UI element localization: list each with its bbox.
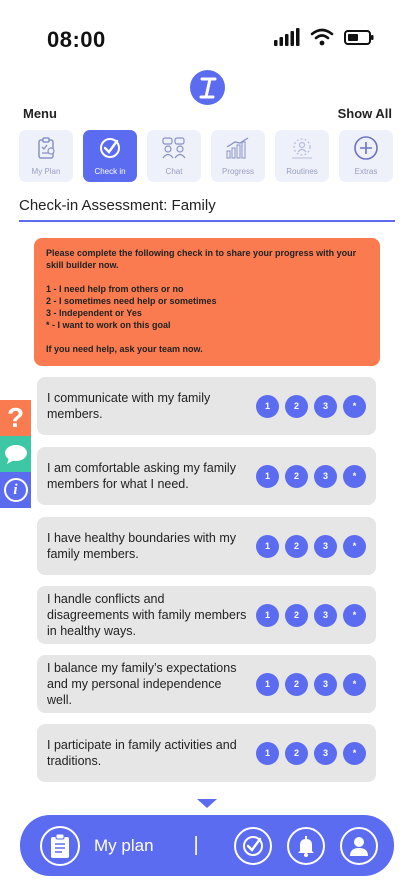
- nav-my-plan[interactable]: [19, 130, 73, 182]
- plus-circle-icon: [353, 136, 379, 160]
- answer-2-button[interactable]: 2: [285, 604, 308, 627]
- answer-1-button[interactable]: 1: [256, 465, 279, 488]
- question-text: I handle conflicts and disagreements with family members in healthy ways.: [47, 592, 247, 638]
- instructions-box: [34, 238, 380, 366]
- wifi-icon: [310, 28, 334, 46]
- battery-icon: [344, 30, 374, 45]
- instructions-intro: Please complete the following check in to share your progress with your skill builder now.: [46, 248, 357, 270]
- answer-1-button[interactable]: 1: [256, 604, 279, 627]
- info-i-logo-icon: [198, 76, 218, 100]
- nav-label: Extras: [354, 167, 378, 176]
- answer-options: [256, 465, 366, 488]
- info-icon: [4, 478, 28, 502]
- check-circle-icon: [97, 136, 123, 160]
- nav-label: Chat: [165, 167, 183, 176]
- question-card: [37, 447, 376, 505]
- answer-goal-button[interactable]: *: [343, 465, 366, 488]
- answer-goal-button[interactable]: *: [343, 742, 366, 765]
- status-bar: [0, 0, 414, 80]
- answer-2-button[interactable]: 2: [285, 535, 308, 558]
- nav-label: Routines: [286, 167, 318, 176]
- question-text: I participate in family activities and traditions.: [47, 738, 237, 768]
- user-icon: [349, 835, 369, 857]
- answer-2-button[interactable]: 2: [285, 742, 308, 765]
- scale-line: 1 - I need help from others or no: [46, 284, 184, 294]
- answer-2-button[interactable]: 2: [285, 465, 308, 488]
- answer-goal-button[interactable]: *: [343, 604, 366, 627]
- chat-tab[interactable]: [0, 436, 31, 472]
- question-text: I have healthy boundaries with my family members.: [47, 531, 236, 561]
- question-card: [37, 655, 376, 713]
- info-letter: i: [13, 481, 18, 498]
- scale-line: 3 - Independent or Yes: [46, 308, 142, 318]
- notifications-button[interactable]: [287, 827, 325, 865]
- answer-goal-button[interactable]: *: [343, 395, 366, 418]
- answer-options: [256, 395, 366, 418]
- nav-chat[interactable]: [147, 130, 201, 182]
- answer-goal-button[interactable]: *: [343, 673, 366, 696]
- answer-3-button[interactable]: 3: [314, 604, 337, 627]
- app-logo: [190, 70, 225, 105]
- help-tab[interactable]: [0, 400, 31, 436]
- answer-3-button[interactable]: 3: [314, 395, 337, 418]
- answer-1-button[interactable]: 1: [256, 742, 279, 765]
- answer-options: [256, 604, 366, 627]
- answer-options: [256, 673, 366, 696]
- my-plan-button[interactable]: [40, 826, 80, 866]
- clipboard-icon: [33, 136, 59, 160]
- bottom-bar-actions: [234, 827, 378, 865]
- signal-icon: [274, 28, 300, 46]
- question-card: [37, 586, 376, 644]
- bottom-bar-divider: |: [193, 834, 199, 856]
- question-card: [37, 377, 376, 435]
- bell-icon: [296, 835, 316, 857]
- nav-check-in[interactable]: [83, 130, 137, 182]
- routines-icon: [289, 136, 315, 160]
- clock-time: 08:00: [47, 27, 106, 52]
- answer-2-button[interactable]: 2: [285, 395, 308, 418]
- speech-bubble-icon: [3, 443, 29, 465]
- chat-people-icon: [161, 136, 187, 160]
- nav-routines[interactable]: [275, 130, 329, 182]
- scale-line: * - I want to work on this goal: [46, 320, 171, 330]
- side-tabs: [0, 400, 31, 508]
- answer-options: [256, 742, 366, 765]
- check-circle-icon: [241, 834, 265, 858]
- answer-3-button[interactable]: 3: [314, 742, 337, 765]
- info-tab[interactable]: [0, 472, 31, 508]
- answer-3-button[interactable]: 3: [314, 465, 337, 488]
- page-title: Check-in Assessment: Family: [19, 197, 395, 222]
- bottom-bar: [20, 815, 394, 876]
- nav-label: My Plan: [31, 167, 61, 176]
- nav-label: Check in: [94, 167, 126, 176]
- answer-options: [256, 535, 366, 558]
- my-plan-label[interactable]: My plan: [94, 835, 154, 855]
- answer-3-button[interactable]: 3: [314, 673, 337, 696]
- scale-line: 2 - I sometimes need help or sometimes: [46, 296, 217, 306]
- menu-label: Menu: [23, 106, 57, 121]
- answer-1-button[interactable]: 1: [256, 535, 279, 558]
- question-mark-icon: ?: [6, 402, 25, 433]
- answer-1-button[interactable]: 1: [256, 395, 279, 418]
- clipboard-icon: [49, 833, 71, 859]
- answer-3-button[interactable]: 3: [314, 535, 337, 558]
- scroll-down-arrow-icon[interactable]: [197, 799, 217, 808]
- nav-extras[interactable]: [339, 130, 393, 182]
- question-card: [37, 724, 376, 782]
- question-text: I communicate with my family members.: [47, 391, 211, 421]
- bar-chart-icon: [225, 136, 251, 160]
- profile-button[interactable]: [340, 827, 378, 865]
- question-card: [37, 517, 376, 575]
- main-nav: [19, 130, 393, 182]
- answer-1-button[interactable]: 1: [256, 673, 279, 696]
- answer-goal-button[interactable]: *: [343, 535, 366, 558]
- question-text: I am comfortable asking my family members for what I need.: [47, 461, 236, 491]
- show-all-link[interactable]: Show All: [337, 106, 392, 121]
- instructions-footer: If you need help, ask your team now.: [46, 344, 203, 354]
- answer-2-button[interactable]: 2: [285, 673, 308, 696]
- nav-label: Progress: [221, 167, 254, 176]
- check-in-button[interactable]: [234, 827, 272, 865]
- nav-progress[interactable]: [211, 130, 265, 182]
- status-icons: [274, 28, 374, 46]
- question-text: I balance my family’s expectations and my personal independence well.: [47, 661, 237, 707]
